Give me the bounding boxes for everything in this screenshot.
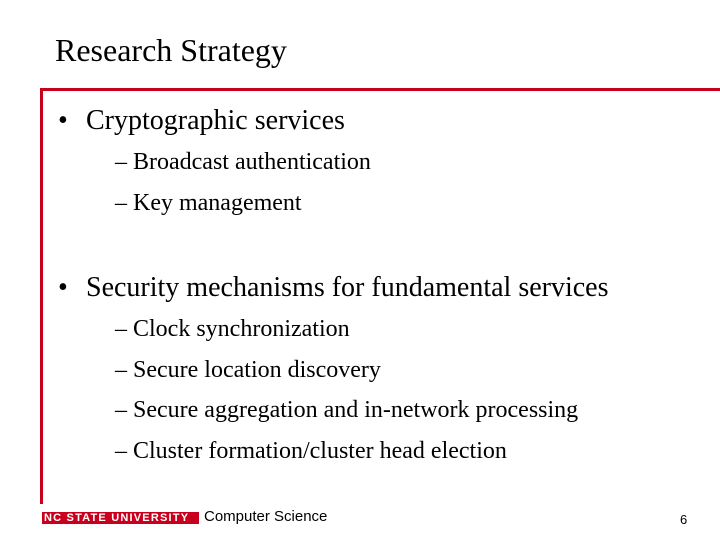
page-number: 6 <box>680 512 688 527</box>
sub-bullet-text: Secure aggregation and in-network processing <box>133 397 579 423</box>
sub-bullet-marker: – <box>115 438 127 464</box>
sub-bullet-item <box>115 314 350 344</box>
department-label: Computer Science <box>204 508 328 525</box>
sub-bullet-item <box>115 395 578 425</box>
bullet-item <box>58 271 609 305</box>
sub-bullet-marker: – <box>115 357 127 383</box>
bullet-text: Security mechanisms for fundamental services <box>86 272 609 303</box>
sub-bullet-item <box>115 436 507 466</box>
side-rule <box>40 88 43 504</box>
sub-bullet-item <box>115 147 371 177</box>
bullet-marker: • <box>58 272 68 303</box>
sub-bullet-text: Key management <box>133 190 302 216</box>
sub-bullet-marker: – <box>115 397 127 423</box>
bullet-marker: • <box>58 105 68 136</box>
bullet-text: Cryptographic services <box>86 105 345 136</box>
sub-bullet-marker: – <box>115 316 127 342</box>
slide-title: Research Strategy <box>55 32 287 68</box>
sub-bullet-marker: – <box>115 190 127 216</box>
sub-bullet-marker: – <box>115 149 127 175</box>
sub-bullet-text: Cluster formation/cluster head election <box>133 438 507 464</box>
sub-bullet-text: Clock synchronization <box>133 316 350 342</box>
slide-content <box>58 0 698 480</box>
sub-bullet-item <box>115 188 302 218</box>
university-logo: NC STATE UNIVERSITY <box>42 512 199 524</box>
sub-bullet-text: Broadcast authentication <box>133 149 371 175</box>
sub-bullet-item <box>115 355 381 385</box>
sub-bullet-text: Secure location discovery <box>133 357 381 383</box>
bullet-item <box>58 104 345 138</box>
